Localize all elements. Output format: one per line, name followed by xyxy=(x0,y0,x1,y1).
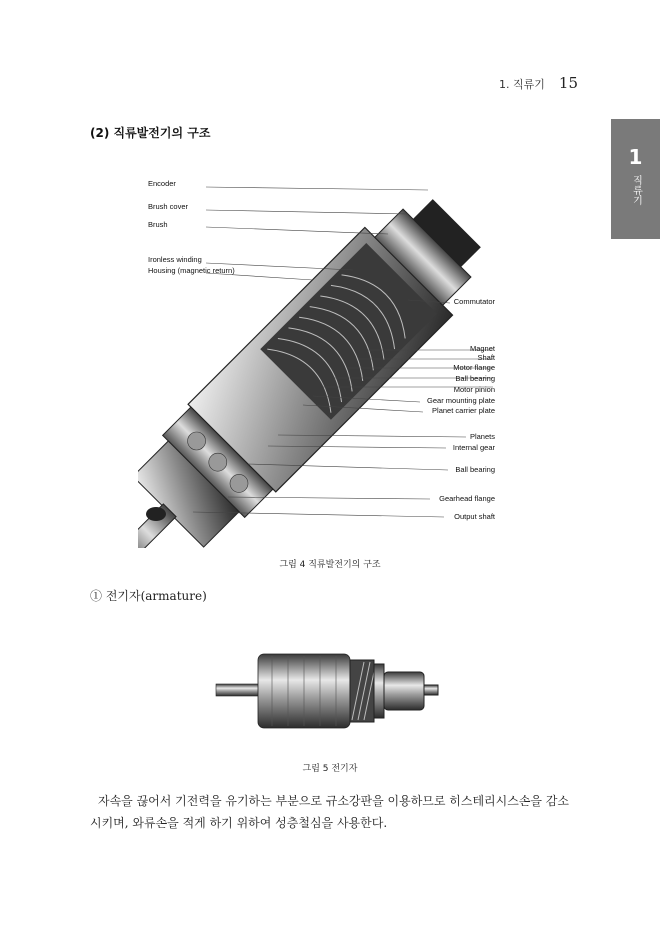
dc-generator-cutaway-figure xyxy=(138,152,524,548)
label-internal-gear: Internal gear xyxy=(452,443,495,452)
section-title: (2) 직류발전기의 구조 xyxy=(90,126,211,140)
armature-illustration xyxy=(216,654,438,728)
label-ball-bearing-2: Ball bearing xyxy=(455,465,495,474)
chapter-tab-number: 1 xyxy=(628,145,643,169)
item-heading: ① 전기자(armature) xyxy=(90,589,207,603)
label-gear-mounting-plate: Gear mounting plate xyxy=(427,396,495,405)
figure2-caption: 그림 5 전기자 xyxy=(302,764,358,774)
label-motor-flange: Motor flange xyxy=(453,363,495,372)
label-encoder: Encoder xyxy=(148,179,176,188)
label-gearhead-flange: Gearhead flange xyxy=(439,494,495,503)
armature-figure xyxy=(214,650,440,732)
label-brush: Brush xyxy=(148,220,168,229)
page-number: 15 xyxy=(558,74,578,92)
body-paragraph: 자속을 끊어서 기전력을 유기하는 부분으로 규소강판을 이용하므로 히스테리시스손을 감소시키며, 와류손을 적게 하기 위하여 성층철심을 사용한다. xyxy=(90,794,570,830)
label-shaft: Shaft xyxy=(477,353,495,362)
motor-illustration xyxy=(138,179,501,548)
label-ball-bearing: Ball bearing xyxy=(455,374,495,383)
label-ironless-winding: Ironless winding xyxy=(148,255,202,264)
figure1-caption: 그림 4 직류발전기의 구조 xyxy=(279,560,381,570)
label-planet-carrier-plate: Planet carrier plate xyxy=(432,406,495,415)
label-magnet: Magnet xyxy=(469,344,495,353)
label-motor-pinion: Motor pinion xyxy=(453,385,495,394)
chapter-title: 1. 직류기 xyxy=(499,78,545,91)
label-planets: Planets xyxy=(469,432,495,441)
label-output-shaft: Output shaft xyxy=(454,512,495,521)
label-brush-cover: Brush cover xyxy=(148,202,189,211)
chapter-tab-label: 직류기 xyxy=(630,175,642,205)
label-commutator: Commutator xyxy=(453,297,495,306)
page-header xyxy=(499,74,578,92)
chapter-tab xyxy=(611,119,660,239)
label-housing: Housing (magnetic return) xyxy=(148,266,235,275)
